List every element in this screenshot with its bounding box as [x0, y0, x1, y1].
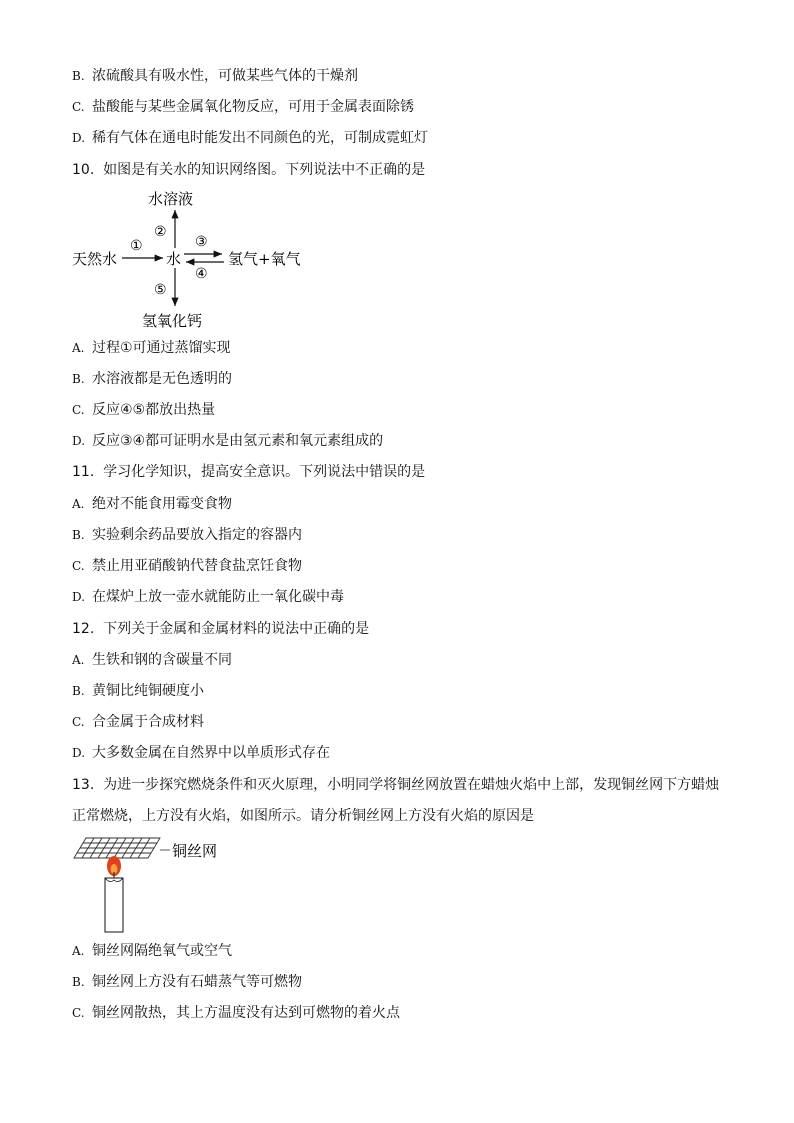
q10-option-d [72, 431, 383, 451]
q13-option-b [72, 972, 302, 992]
option-letter: B. [72, 372, 85, 386]
copper-mesh-candle-figure [70, 834, 240, 934]
q13-option-a [72, 941, 232, 961]
q11-stem [72, 462, 425, 482]
option-letter: C. [72, 715, 85, 729]
option-text: 大多数金属在自然界中以单质形式存在 [92, 745, 330, 761]
option-text: 稀有气体在通电时能发出不同颜色的光，可制成霓虹灯 [92, 130, 428, 146]
option-letter: C. [72, 559, 85, 573]
option-text: 水溶液都是无色透明的 [92, 371, 232, 387]
q13-option-c [72, 1003, 400, 1023]
option-letter: A. [72, 497, 85, 511]
option-text: 生铁和钢的含碳量不同 [92, 652, 232, 668]
option-letter: D. [72, 434, 86, 448]
arrow-2-label: ② [154, 224, 167, 240]
question-text: 下列关于金属和金属材料的说法中正确的是 [103, 621, 370, 637]
arrow-1-label: ① [130, 238, 143, 254]
copper-mesh-label: 铜丝网 [172, 842, 218, 860]
arrow-5-label: ⑤ [154, 282, 167, 298]
option-letter: B. [72, 975, 85, 989]
question-number: 11. [72, 464, 95, 480]
option-text: 实验剩余药品要放入指定的容器内 [92, 527, 302, 543]
option-text: 铜丝网上方没有石蜡蒸气等可燃物 [92, 974, 302, 990]
arrow-4-label: ④ [195, 266, 208, 282]
option-text: 铜丝网隔绝氧气或空气 [92, 943, 232, 959]
question-number: 10. [72, 162, 95, 178]
copper-mesh [74, 838, 160, 858]
question-number: 13. [72, 777, 95, 793]
option-text: 浓硫酸具有吸水性，可做某些气体的干燥剂 [92, 68, 358, 84]
q12-option-b [72, 681, 204, 701]
q11-option-a [72, 494, 232, 514]
option-letter: D. [72, 131, 86, 145]
option-text: 禁止用亚硝酸钠代替食盐烹饪食物 [92, 558, 302, 574]
q11-option-c [72, 556, 302, 576]
diagram-left-label: 天然水 [72, 250, 118, 268]
q11-option-b [72, 525, 302, 545]
option-text: 反应③④都可证明水是由氢元素和氧元素组成的 [92, 433, 384, 449]
option-text: 反应④⑤都放出热量 [92, 402, 216, 418]
option-text: 合金属于合成材料 [92, 714, 204, 730]
option-letter: C. [72, 403, 85, 417]
q10-option-c [72, 400, 215, 420]
q10-option-b [72, 369, 232, 389]
option-letter: D. [72, 590, 86, 604]
option-letter: C. [72, 1006, 85, 1020]
option-text: 在煤炉上放一壶水就能防止一氧化碳中毒 [92, 589, 344, 605]
q10-stem [72, 160, 425, 180]
diagram-top-label: 水溶液 [148, 190, 194, 208]
q13-stem-line2 [72, 806, 534, 826]
q13-stem-line1 [72, 775, 719, 795]
option-text: 盐酸能与某些金属氧化物反应，可用于金属表面除锈 [92, 99, 414, 115]
option-letter: A. [72, 944, 85, 958]
q10-option-a [72, 338, 231, 358]
question-text: 为进一步探究燃烧条件和灭火原理，小明同学将铜丝网放置在蜡烛火焰中上部，发现铜丝网下方蜡烛 [103, 777, 720, 793]
diagram-center-label: 水 [166, 250, 182, 268]
option-text: 过程①可通过蒸馏实现 [92, 340, 231, 356]
q9-option-d [72, 128, 428, 148]
q12-option-c [72, 712, 204, 732]
option-text: 铜丝网散热，其上方温度没有达到可燃物的着火点 [92, 1005, 400, 1021]
question-text: 如图是有关水的知识网络图。下列说法中不正确的是 [103, 162, 426, 178]
option-letter: A. [72, 653, 85, 667]
option-letter: B. [72, 528, 85, 542]
q9-option-b [72, 66, 358, 86]
diagram-bottom-label: 氢氧化钙 [142, 312, 203, 330]
q12-option-d [72, 743, 330, 763]
candle-body [105, 878, 123, 932]
question-number: 12. [72, 621, 95, 637]
question-text: 正常燃烧，上方没有火焰，如图所示。请分析铜丝网上方没有火焰的原因是 [72, 808, 534, 824]
q12-option-a [72, 650, 232, 670]
option-text: 黄铜比纯铜硬度小 [92, 683, 204, 699]
option-letter: D. [72, 746, 86, 760]
q11-option-d [72, 587, 344, 607]
diagram-right-label: 氢气+氧气 [228, 250, 301, 268]
arrow-3-label: ③ [195, 234, 208, 250]
option-letter: A. [72, 341, 85, 355]
question-text: 学习化学知识，提高安全意识。下列说法中错误的是 [103, 464, 426, 480]
q12-stem [72, 619, 369, 639]
q9-option-c [72, 97, 414, 117]
option-letter: B. [72, 684, 85, 698]
option-letter: B. [72, 69, 85, 83]
water-knowledge-diagram [70, 186, 320, 332]
option-text: 绝对不能食用霉变食物 [92, 496, 232, 512]
option-letter: C. [72, 100, 85, 114]
